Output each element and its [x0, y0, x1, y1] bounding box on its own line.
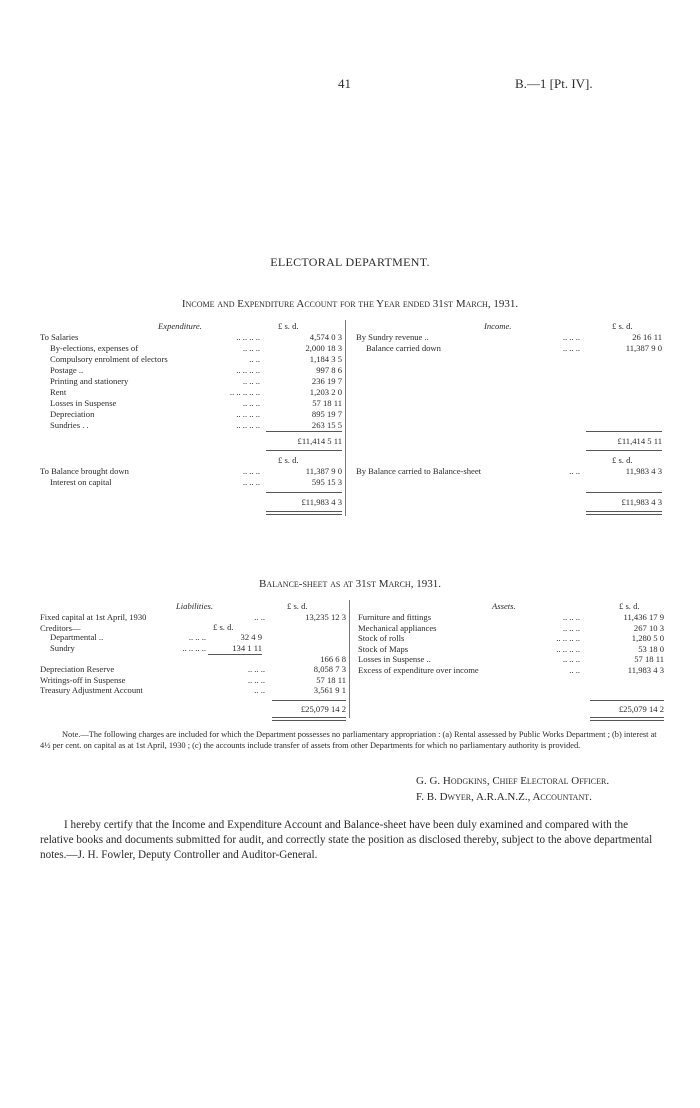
page-reference: B.—1 [Pt. IV]. — [515, 76, 593, 91]
second-right-item-label: By Balance carried to Balance-sheet — [356, 466, 482, 476]
second-left-item-leader-dots: .. .. .. — [242, 466, 260, 476]
assets-total: £25,079 14 2 — [618, 704, 664, 714]
assets-double-rule — [590, 717, 664, 718]
liability-item — [40, 664, 114, 674]
liabilities-double-rule-2 — [272, 720, 346, 721]
expenditure-item-leader-dots: .. .. .. .. — [236, 420, 260, 430]
income-item-label: Balance carried down — [366, 343, 441, 353]
signature-accountant: F. B. Dwyer, A.R.A.N.Z., Accountant. — [416, 791, 592, 803]
asset-item-leader-dots: .. .. .. — [562, 654, 580, 664]
second-left-currency-header: £ s. d. — [278, 455, 299, 465]
income-item — [356, 343, 441, 353]
liabilities-total: £25,079 14 2 — [300, 704, 346, 714]
liability-item-amount — [256, 623, 346, 633]
asset-item-label: Mechanical appliances — [358, 622, 437, 633]
asset-item-leader-dots: .. .. .. .. — [556, 643, 580, 654]
assets-total-rule — [590, 700, 664, 701]
second-right-item-leader-dots: .. .. — [569, 466, 580, 476]
liability-item-label: Fixed capital at 1st April, 1930 — [40, 612, 147, 622]
creditors-subtotal-rule — [208, 654, 262, 655]
asset-item-leader-dots: .. .. — [569, 664, 580, 675]
expenditure-item-amount: 2,000 18 3 — [305, 343, 342, 353]
creditor-item-amount: 32 4 9 — [240, 632, 262, 642]
expenditure-item — [40, 343, 138, 353]
income-item-label: By Sundry revenue .. — [356, 332, 429, 342]
second-left-item-amount: 11,387 9 0 — [305, 466, 342, 476]
creditors-total: 166 6 8 — [320, 654, 346, 664]
creditor-item-leader-dots: .. .. .. — [188, 632, 206, 642]
expenditure-item-leader-dots: .. .. .. .. — [236, 365, 260, 375]
liabilities-heading: Liabilities. — [176, 601, 214, 611]
expenditure-item-amount: 1,184 3 5 — [309, 354, 342, 364]
creditor-item — [50, 632, 103, 642]
expenditure-item-label: Postage .. — [50, 365, 84, 375]
income-item — [356, 332, 429, 342]
income-item-leader-dots: .. .. .. — [562, 332, 580, 342]
liability-item-label: Treasury Adjustment Account — [40, 685, 143, 695]
expenditure-item-label: Depreciation — [50, 409, 95, 419]
second-right-total-rule — [586, 492, 662, 493]
expenditure-item-leader-dots: .. .. .. — [242, 398, 260, 408]
liability-item-amount: 3,561 9 1 — [313, 685, 346, 695]
expenditure-item-leader-dots: .. .. .. — [242, 376, 260, 386]
balance-sheet-title: Balance-sheet as at 31st March, 1931. — [259, 578, 441, 590]
liability-item-label: Writings-off in Suspense — [40, 674, 126, 685]
creditor-item-leader-dots: .. .. .. .. — [182, 642, 206, 653]
asset-item — [358, 644, 408, 654]
creditor-item-amount: 134 1 11 — [232, 642, 262, 653]
asset-item-amount: 11,436 17 9 — [623, 612, 664, 622]
expenditure-heading: Expenditure. — [158, 321, 202, 331]
asset-item-label: Excess of expenditure over income — [358, 664, 479, 675]
asset-item — [358, 612, 431, 622]
expenditure-item-amount: 997 8 6 — [316, 365, 342, 375]
expenditure-item-amount: 895 19 7 — [311, 409, 342, 419]
liability-item — [40, 685, 143, 695]
expenditure-item — [40, 376, 128, 386]
expenditure-item — [40, 398, 116, 408]
department-title: ELECTORAL DEPARTMENT. — [270, 255, 430, 269]
asset-item-amount: 53 18 0 — [638, 643, 664, 654]
liability-item-amount: 8,058 7 3 — [313, 664, 346, 674]
expenditure-item-label: By-elections, expenses of — [50, 343, 139, 353]
asset-item-leader-dots: .. .. .. — [562, 622, 580, 633]
asset-item — [358, 654, 431, 664]
liability-item-leader-dots: .. .. — [254, 612, 265, 622]
ie-account-title: Income and Expenditure Account for the Year ended 31st March, 1931. — [181, 298, 519, 310]
expenditure-total-double-rule — [266, 450, 342, 451]
creditor-item — [50, 643, 75, 653]
expenditure-item-leader-dots: .. .. .. .. — [236, 409, 260, 419]
second-left-item-label: Interest on capital — [50, 477, 112, 487]
income-total: £11,414 5 11 — [617, 436, 662, 446]
liabilities-double-rule — [272, 717, 346, 718]
liability-item-leader-dots: .. .. .. — [247, 674, 265, 685]
liability-item-label: Depreciation Reserve — [40, 664, 115, 674]
expenditure-item-label: Sundries . . — [50, 420, 89, 430]
income-item-leader-dots: .. .. .. — [562, 343, 580, 353]
signature-chief-electoral-officer: G. G. Hodgkins, Chief Electoral Officer. — [416, 775, 610, 787]
page-number: 41 — [338, 76, 351, 91]
asset-item-label: Stock of Maps — [358, 643, 409, 654]
second-right-total: £11,983 4 3 — [621, 497, 662, 507]
creditor-item-label: Sundry — [50, 642, 75, 653]
expenditure-item-leader-dots: .. .. .. .. — [236, 332, 260, 342]
asset-item-leader-dots: .. .. .. .. — [556, 633, 580, 643]
asset-item-leader-dots: .. .. .. — [562, 612, 580, 622]
liability-item — [40, 623, 81, 633]
liability-item — [40, 612, 146, 622]
asset-item-amount: 57 18 11 — [634, 654, 664, 664]
expenditure-item — [40, 354, 168, 364]
asset-item-label: Losses in Suspense .. — [358, 654, 431, 664]
creditor-item-label: Departmental .. — [50, 632, 104, 642]
liabilities-currency-header: £ s. d. — [287, 601, 308, 611]
expenditure-item — [40, 365, 83, 375]
expenditure-item-amount: 57 18 11 — [312, 398, 342, 408]
departmental-note: Note.—The following charges are included for which the Department possesses no parliamentary appropriation : (a) Rental assessed by Public Works Department ; (b) interest at 4½ per cent. on capital as at 1st April, 1930 ; (c) the accounts include transfer of assets from other Departments for which no parliamentary authority is provided. — [40, 730, 657, 750]
second-left-total-rule — [266, 492, 342, 493]
liability-item — [40, 675, 125, 685]
second-left-item-label: To Balance brought down — [40, 466, 129, 476]
expenditure-item-amount: 4,574 0 3 — [309, 332, 342, 342]
expenditure-item — [40, 420, 89, 430]
second-right-item-amount: 11,983 4 3 — [625, 466, 662, 476]
assets-heading: Assets. — [492, 601, 516, 611]
creditors-currency-header: £ s. d. — [213, 622, 234, 632]
liability-item-amount: 57 18 11 — [316, 674, 346, 685]
expenditure-item-leader-dots: .. .. — [249, 354, 260, 364]
second-left-total: £11,983 4 3 — [301, 497, 342, 507]
expenditure-item-amount: 263 15 5 — [311, 420, 342, 430]
asset-item-amount: 11,983 4 3 — [627, 664, 664, 675]
second-left-double-rule — [266, 511, 342, 512]
expenditure-item — [40, 387, 66, 397]
expenditure-item-leader-dots: .. .. .. — [242, 343, 260, 353]
expenditure-item-label: Compulsory enrolment of electors — [50, 354, 168, 364]
asset-item-amount: 1,280 5 0 — [631, 633, 664, 643]
expenditure-item-label: Rent — [50, 387, 67, 397]
liabilities-total-rule — [272, 700, 346, 701]
income-heading: Income. — [484, 321, 512, 331]
second-left-item-amount: 595 15 3 — [311, 477, 342, 487]
assets-double-rule-2 — [590, 720, 664, 721]
expenditure-item — [40, 409, 94, 419]
expenditure-item-amount: 236 19 7 — [311, 376, 342, 386]
second-right-currency-header: £ s. d. — [612, 455, 633, 465]
income-item-amount: 11,387 9 0 — [625, 343, 662, 353]
asset-item — [358, 623, 437, 633]
liability-item-leader-dots: .. .. — [254, 685, 265, 695]
expenditure-item-label: To Salaries — [40, 332, 79, 342]
asset-item — [358, 633, 404, 643]
second-right-double-rule-2 — [586, 514, 662, 515]
audit-certificate: I hereby certify that the Income and Expenditure Account and Balance-sheet have been duly examined and compared with the relative books and documents submitted for audit, and correctly state the position as disclosed thereby, subject to the above departmental notes.—J. H. Fowler, Deputy Controller and Auditor-General. — [40, 819, 653, 861]
expenditure-item-label: Losses in Suspense — [50, 398, 117, 408]
expenditure-item-label: Printing and stationery — [50, 376, 129, 386]
expenditure-item-leader-dots: .. .. .. .. .. — [229, 387, 260, 397]
asset-item-label: Furniture and fittings — [358, 612, 432, 622]
asset-item — [358, 665, 479, 675]
liability-item-label: Creditors— — [40, 622, 81, 633]
expenditure-item-amount: 1,203 2 0 — [309, 387, 342, 397]
asset-item-label: Stock of rolls — [358, 633, 405, 643]
income-total-double-rule — [586, 450, 662, 451]
second-left-double-rule-2 — [266, 514, 342, 515]
second-right-double-rule — [586, 511, 662, 512]
assets-currency-header: £ s. d. — [619, 601, 640, 611]
liability-item-amount: 13,235 12 3 — [305, 612, 346, 622]
second-right-item — [356, 466, 481, 476]
expenditure-total-rule — [266, 431, 342, 432]
second-left-item — [40, 477, 112, 487]
expenditure-total: £11,414 5 11 — [297, 436, 342, 446]
expenditure-currency-header: £ s. d. — [278, 321, 299, 331]
center-divider — [345, 320, 346, 516]
income-item-amount: 26 16 11 — [632, 332, 662, 342]
second-left-item — [40, 466, 129, 476]
second-left-item-leader-dots: .. .. .. — [242, 477, 260, 487]
income-currency-header: £ s. d. — [612, 321, 633, 331]
income-total-rule — [586, 431, 662, 432]
expenditure-item — [40, 332, 78, 342]
bs-center-divider — [349, 600, 350, 718]
asset-item-amount: 267 10 3 — [633, 622, 664, 633]
liability-item-leader-dots: .. .. .. — [247, 664, 265, 674]
